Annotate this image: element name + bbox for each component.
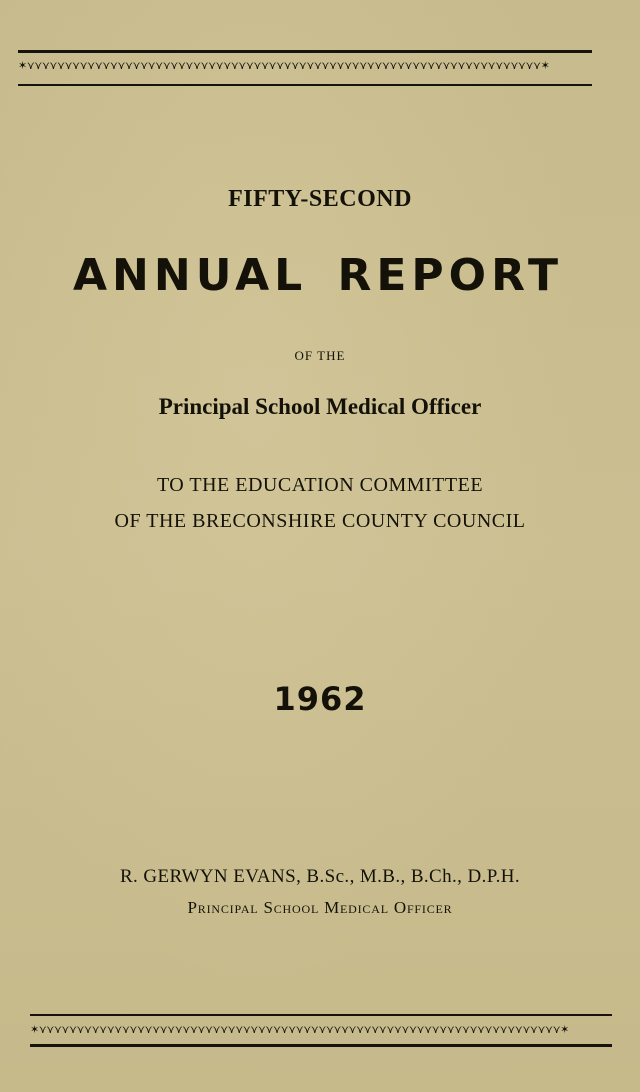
star-chevron-border-icon: ✶⋎⋎⋎⋎⋎⋎⋎⋎⋎⋎⋎⋎⋎⋎⋎⋎⋎⋎⋎⋎⋎⋎⋎⋎⋎⋎⋎⋎⋎⋎⋎⋎⋎⋎⋎⋎⋎⋎⋎⋎⋎⋎⋎⋎⋎⋎⋎⋎⋎⋎⋎⋎⋎⋎⋎⋎⋎⋎⋎⋎⋎⋎⋎⋎⋎⋎⋎⋎✶ xyxy=(18,60,550,72)
star-chevron-border-icon: ✶⋎⋎⋎⋎⋎⋎⋎⋎⋎⋎⋎⋎⋎⋎⋎⋎⋎⋎⋎⋎⋎⋎⋎⋎⋎⋎⋎⋎⋎⋎⋎⋎⋎⋎⋎⋎⋎⋎⋎⋎⋎⋎⋎⋎⋎⋎⋎⋎⋎⋎⋎⋎⋎⋎⋎⋎⋎⋎⋎⋎⋎⋎⋎⋎⋎⋎⋎⋎⋎✶ xyxy=(30,1024,569,1036)
top-border-rule-upper xyxy=(18,50,592,53)
report-title: ANNUAL REPORT xyxy=(73,250,563,301)
of-the-label: OF THE xyxy=(294,348,346,363)
author-name: R. GERWYN EVANS, B.Sc., M.B., B.Ch., D.P.H. xyxy=(119,866,521,887)
committee-line: TO THE EDUCATION COMMITTEE xyxy=(156,474,484,496)
top-decorative-border xyxy=(18,44,592,100)
report-year: 1962 xyxy=(273,680,367,718)
bottom-border-rule-lower xyxy=(30,1044,612,1047)
council-line: OF THE BRECONSHIRE COUNTY COUNCIL xyxy=(114,510,526,532)
bottom-border-rule-upper xyxy=(30,1014,612,1016)
bottom-decorative-border xyxy=(30,1008,612,1056)
officer-heading: Principal School Medical Officer xyxy=(158,394,482,419)
author-title: Principal School Medical Officer xyxy=(187,898,453,917)
report-ordinal: FIFTY-SECOND xyxy=(228,186,412,212)
top-border-rule-lower xyxy=(18,84,592,86)
